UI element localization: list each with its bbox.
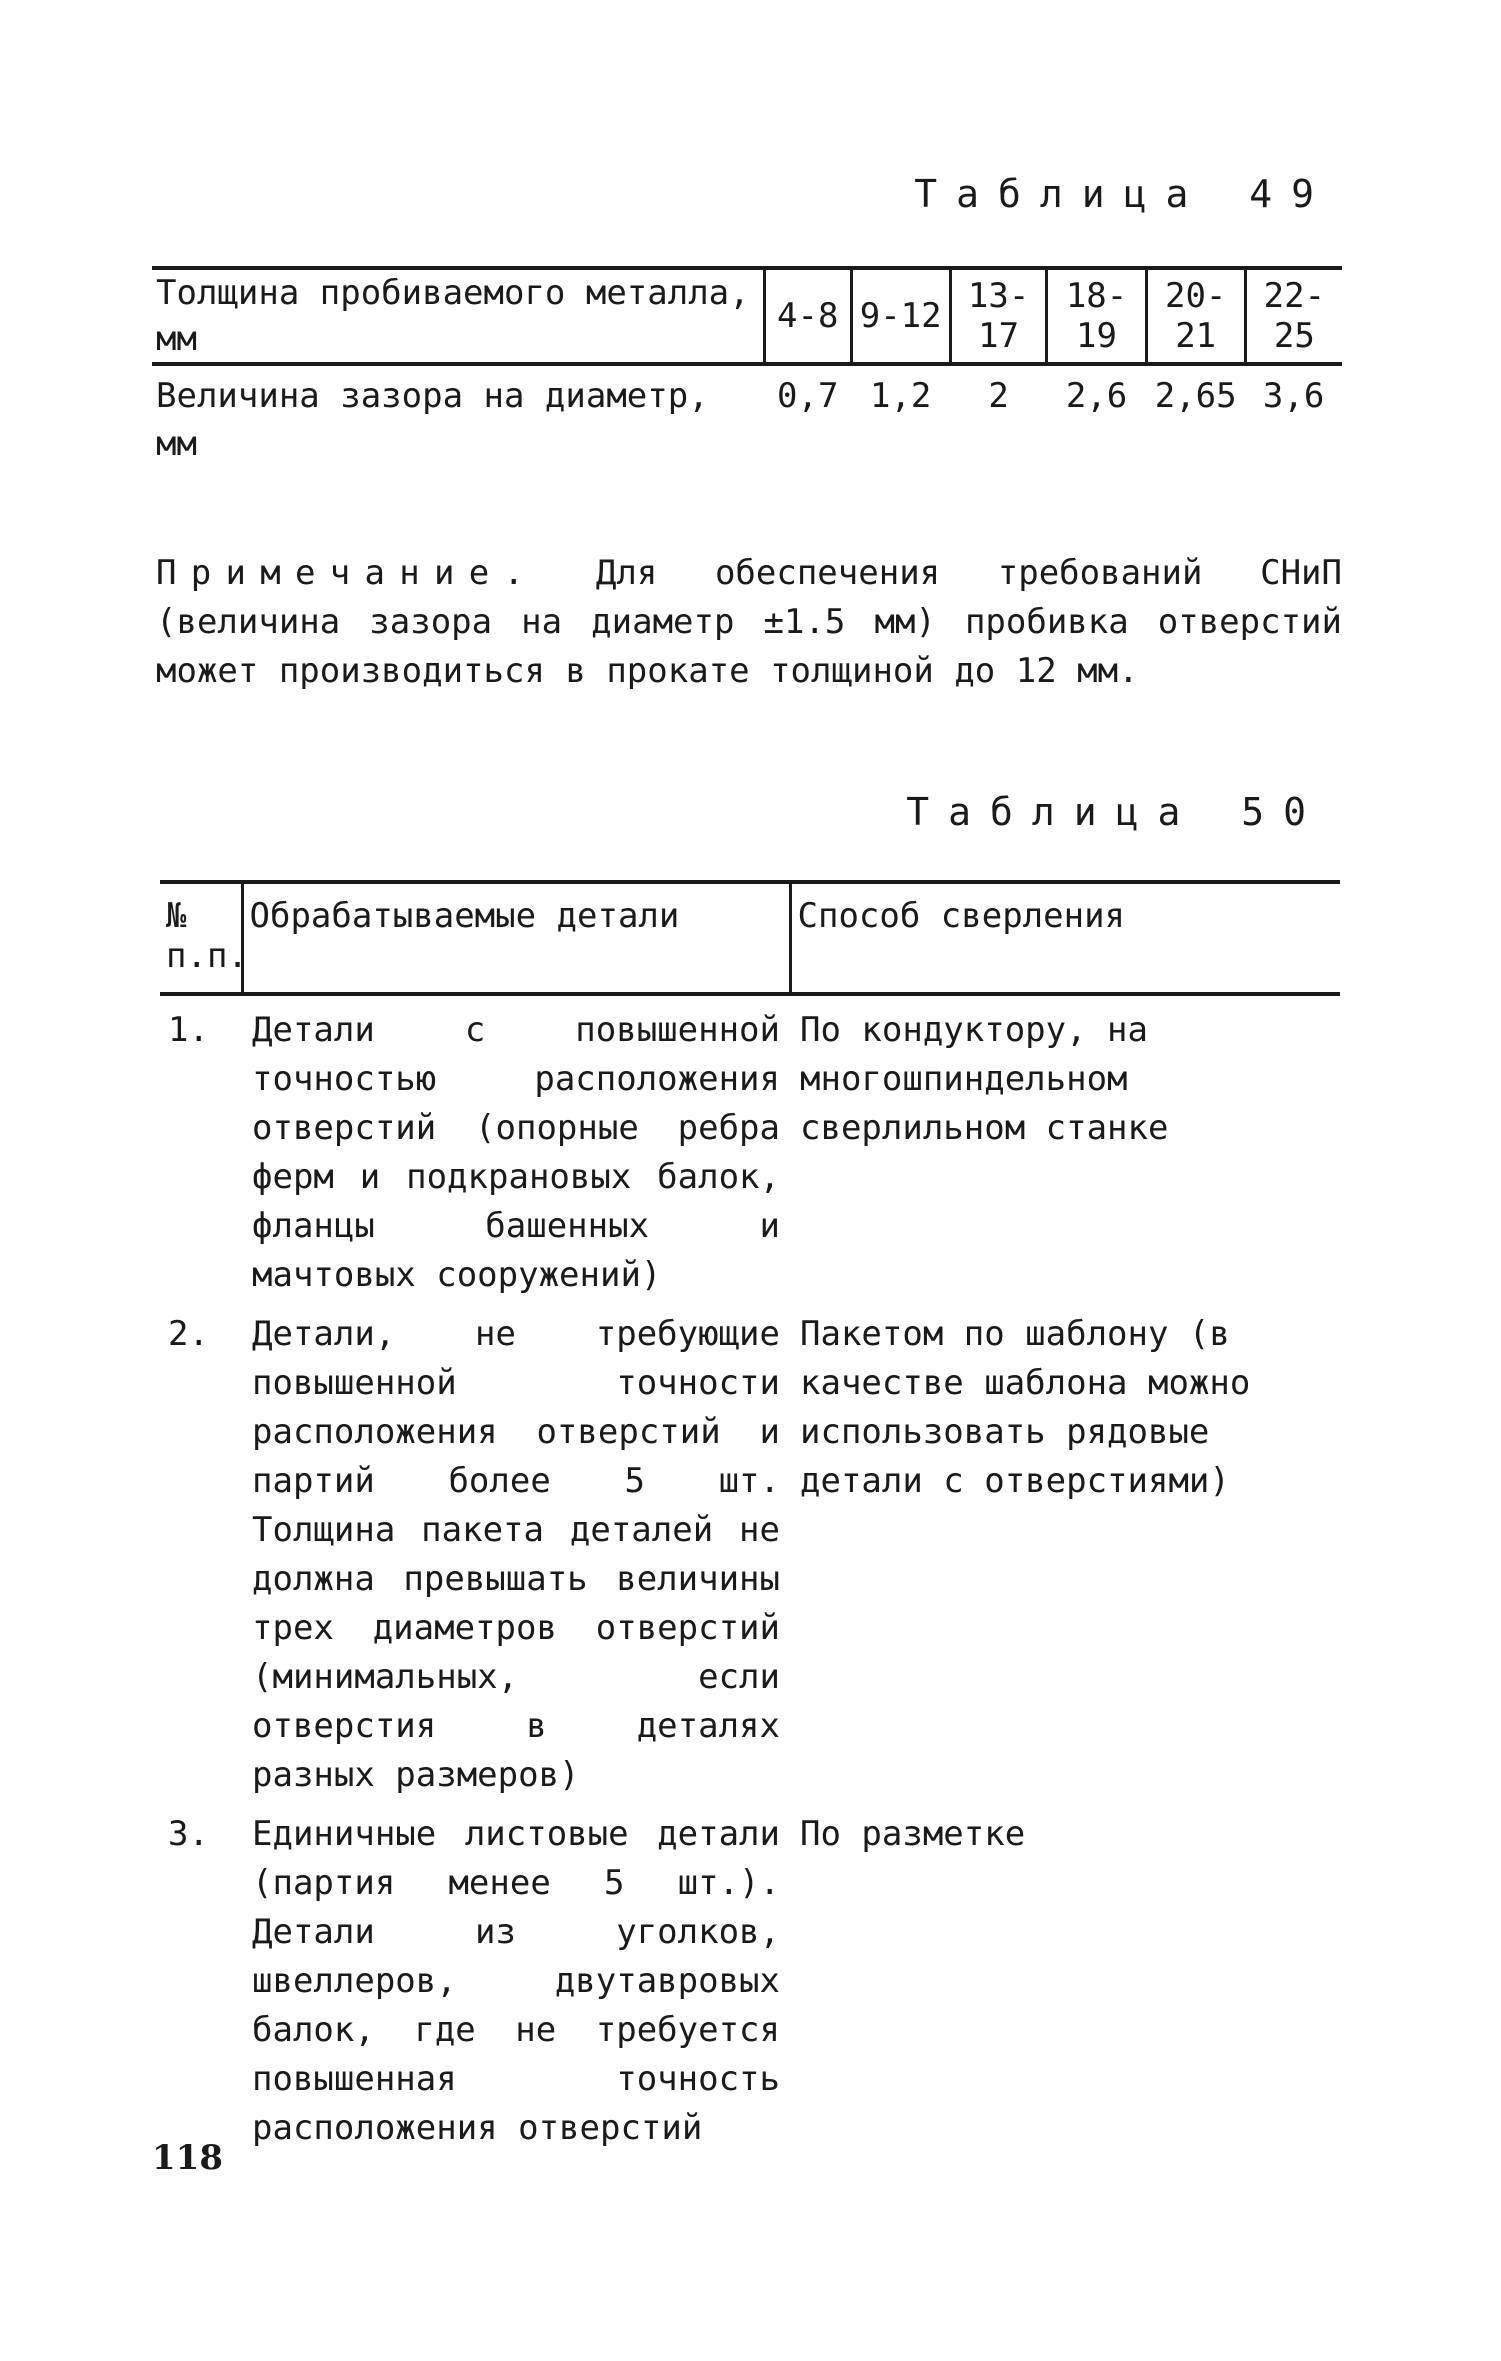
table-49-header-row — [152, 268, 1342, 364]
table-49-value: 3,6 — [1262, 376, 1325, 416]
table-49-value: 2 — [988, 376, 1009, 416]
table-50-header-details: Обрабатываемые детали — [242, 882, 790, 994]
table-50-header-method: Способ сверления — [790, 882, 1340, 994]
table-50-row — [160, 1800, 1340, 2153]
table-50-row — [160, 994, 1340, 1300]
table-49-caption: Таблица 49 — [914, 172, 1333, 216]
table-49-range: 20-21 — [1146, 268, 1245, 364]
table-49-range: 13-17 — [950, 268, 1047, 364]
table-49-value: 0,7 — [777, 376, 839, 416]
table-50-header-row — [160, 882, 1340, 994]
row-number: 2. — [168, 1314, 209, 1354]
table-49-header-label: Толщина пробиваемого металла, мм — [152, 268, 764, 364]
row-number: 1. — [168, 1010, 209, 1050]
table-49-value: 2,65 — [1154, 376, 1237, 416]
table-50-header-num: № п.п. — [160, 882, 242, 994]
table-49-value: 2,6 — [1065, 376, 1128, 416]
note-text: Для обеспечения требований СНиП (величина зазора на диаметр ±1.5 мм) пробивка отверстий может производиться в прокате толщиной до 12 мм. — [156, 553, 1342, 691]
table-50 — [160, 880, 1340, 2153]
page-number: 118 — [152, 2138, 223, 2178]
table-49-range: 22-25 — [1245, 268, 1342, 364]
table-49-row-label: Величина зазора на диаметр, мм — [156, 376, 709, 464]
row-method: По кондуктору, на многошпиндельном сверлильном станке — [800, 1010, 1169, 1148]
table-50-caption: Таблица 50 — [906, 790, 1325, 834]
row-details: Детали с повышенной точностью расположения отверстий (опорные ребра ферм и подкрановых балок, фланцы башенных и мачтовых сооружений) — [252, 1010, 780, 1295]
table-50-row — [160, 1300, 1340, 1800]
row-method: Пакетом по шаблону (в качестве шаблона можно использовать рядовые детали с отверстиями) — [800, 1314, 1251, 1501]
note-paragraph — [156, 549, 1342, 696]
table-49-range: 9-12 — [851, 268, 950, 364]
table-49-range: 4-8 — [764, 268, 851, 364]
table-49 — [152, 266, 1342, 468]
table-49-range: 18-19 — [1047, 268, 1146, 364]
row-details: Единичные листовые детали (партия менее 5 шт.). Детали из уголков, швеллеров, двутавровых балок, где не требуется повышенная точность расположения отверстий — [252, 1814, 780, 2148]
row-details: Детали, не требующие повышенной точности расположения отверстий и партий более 5 шт. Толщина пакета деталей не должна превышать величины трех диаметров отверстий (минимальных, если отверстия в деталях разных размеров) — [252, 1314, 780, 1795]
row-number: 3. — [168, 1814, 209, 1854]
row-method: По разметке — [800, 1814, 1026, 1854]
table-49-value: 1,2 — [869, 376, 932, 416]
note-lead: Примечание. — [156, 553, 539, 593]
table-49-row — [152, 364, 1342, 468]
